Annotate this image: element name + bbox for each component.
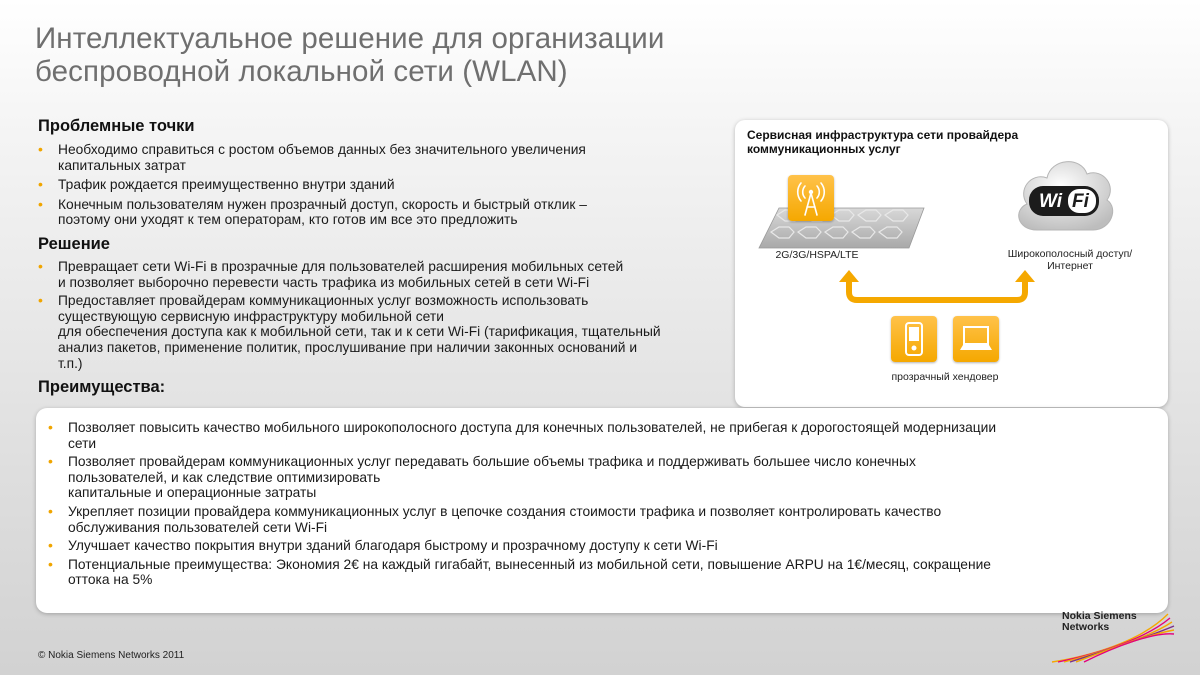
problem-item: • Конечным пользователям нужен прозрачный доступ, скорость и быстрый отклик – поэтому они уходят к тем операторам, кто готов им все это предложить — [36, 197, 587, 228]
benefits-heading: Преимущества: — [38, 378, 166, 396]
problems-list — [36, 142, 587, 228]
infrastructure-diagram — [735, 120, 1168, 407]
copyright: © Nokia Siemens Networks 2011 — [38, 650, 185, 661]
benefit-item: • Позволяет повысить качество мобильного широкополосного доступа для конечных пользователей, не прибегая к дорогостоящей модернизации сети — [46, 420, 996, 451]
benefit-item: • Улучшает качество покрытия внутри зданий благодаря быстрому и прозрачному доступу к сети Wi-Fi — [46, 538, 996, 554]
problem-item: • Трафик рождается преимущественно внутри зданий — [36, 177, 587, 193]
benefits-list — [46, 420, 996, 588]
logo-swoosh-icon — [1050, 612, 1175, 664]
wifi-logo-text-right: Fi — [1072, 191, 1089, 212]
problem-item: • Необходимо справиться с ростом объемов данных без значительного увеличения капитальных затрат — [36, 142, 587, 173]
mobile-network-platform — [749, 170, 939, 250]
solution-item: • Предоставляет провайдерам коммуникационных услуг возможность использовать существующую сервисную инфраструктуру мобильной сети для обеспечения доступа как к мобильной сети, так и к сети Wi-Fi (тарификация, тщательный анализ пакетов, применение политик, прослушивание при наличии законных оснований и т.п.) — [36, 293, 661, 371]
wifi-cloud-icon — [1007, 150, 1119, 245]
wifi-logo-text-left: Wi — [1039, 191, 1063, 212]
wifi-network-label: Широкополосный доступ/ Интернет — [1007, 248, 1133, 272]
slide-title-line-1: Интеллектуальное решение для организации — [35, 22, 665, 55]
solution-item: • Превращает сети Wi-Fi в прозрачные для пользователей расширения мобильных сетей и позволяет выборочно перевести часть трафика из мобильных сетей в сети Wi-Fi — [36, 259, 661, 290]
handover-label: прозрачный хендовер — [891, 371, 999, 383]
company-logo: Nokia Siemens Networks — [1062, 610, 1137, 633]
antenna-icon — [788, 175, 834, 221]
diagram-title: Сервисная инфраструктура сети провайдера коммуникационных услуг — [747, 128, 1019, 156]
benefit-item: • Укрепляет позиции провайдера коммуникационных услуг в цепочке создания стоимости трафика и позволяет контролировать качество обслуживания пользователей сети Wi-Fi — [46, 504, 996, 535]
solution-heading: Решение — [38, 235, 110, 253]
benefits-panel — [36, 408, 1168, 613]
benefit-item: • Потенциальные преимущества: Экономия 2€ на каждый гигабайт, вынесенный из мобильной сети, повышение ARPU на 1€/месяц, сокращение оттока на 5% — [46, 557, 996, 588]
slide-title — [35, 22, 664, 88]
phone-icon — [891, 316, 937, 362]
laptop-icon — [953, 316, 999, 362]
slide-title-line-2: беспроводной локальной сети (WLAN) — [35, 55, 568, 88]
benefit-item: • Позволяет провайдерам коммуникационных услуг передавать большие объемы трафика и поддерживать большее число конечных пользователей, и как следствие оптимизировать капитальные и операционные затраты — [46, 454, 996, 501]
handover-arrow-icon — [837, 270, 1037, 306]
mobile-network-label: 2G/3G/HSPA/LTE — [775, 249, 859, 261]
problems-heading: Проблемные точки — [38, 117, 195, 135]
solution-list — [36, 259, 661, 371]
